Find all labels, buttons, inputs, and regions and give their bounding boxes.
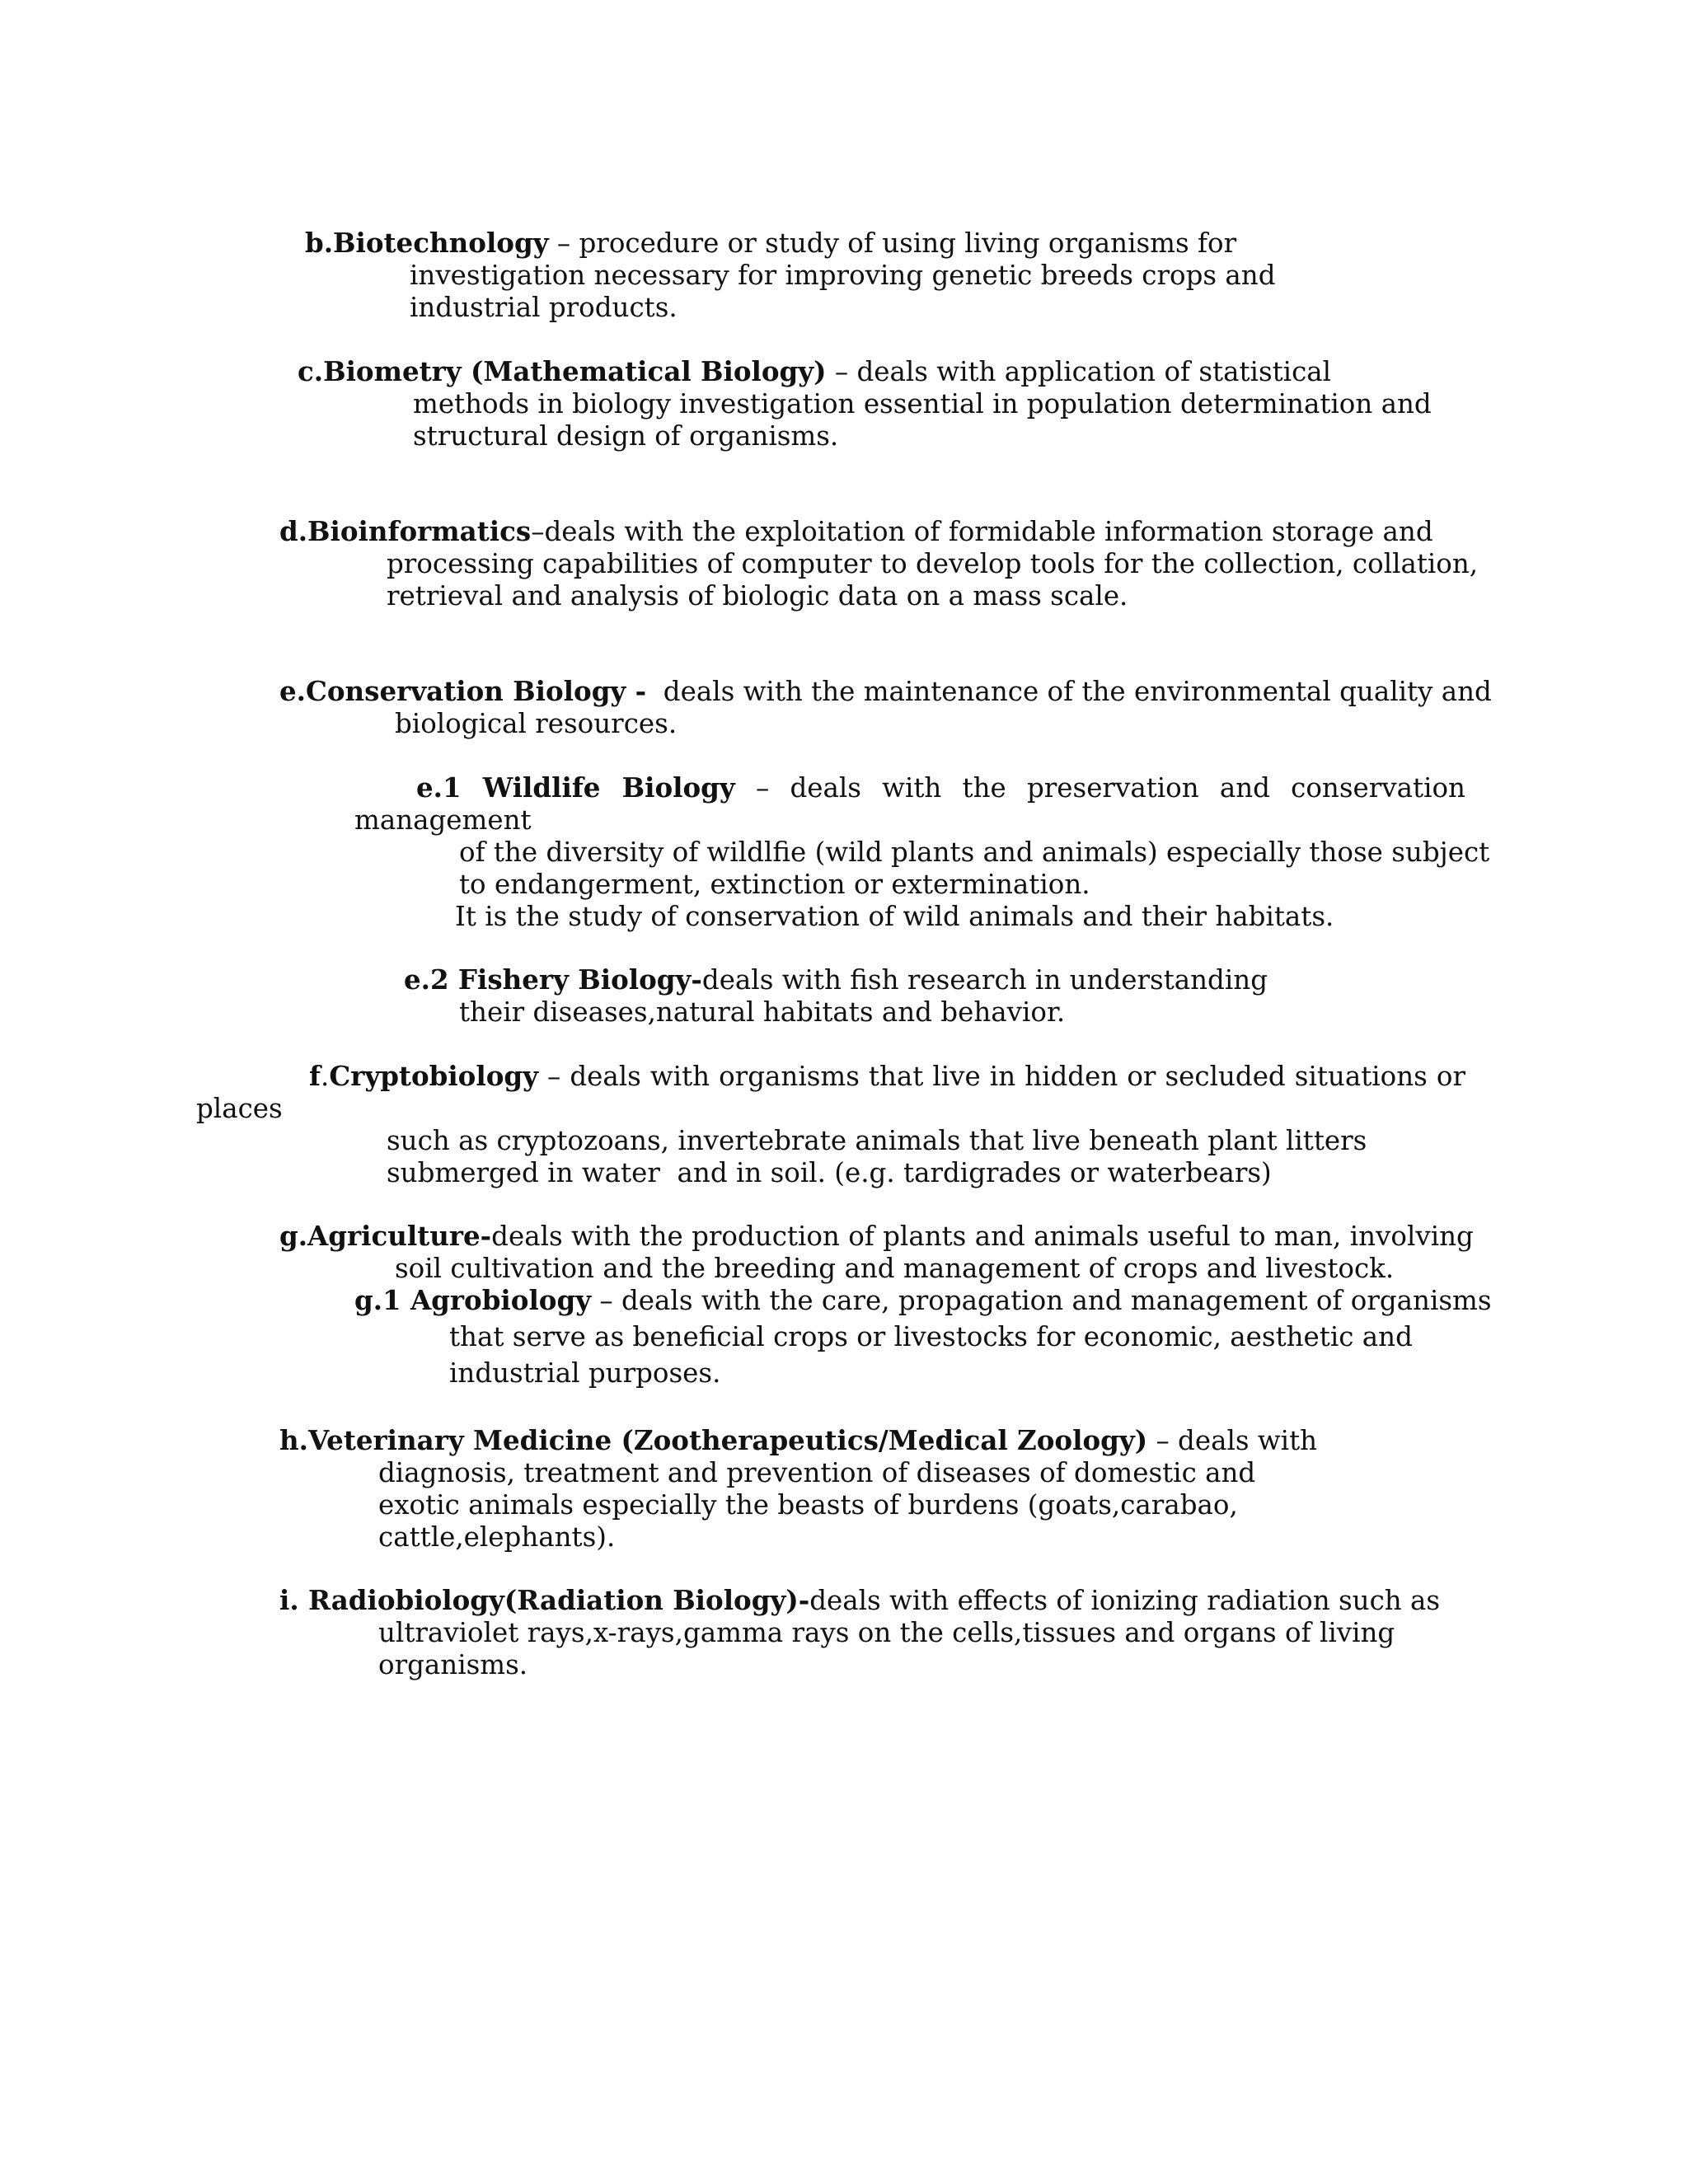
definition-text: deals with fish research in understanding <box>701 964 1268 996</box>
entry-biometry-heading <box>298 355 1331 388</box>
term-label: d.Bioinformatics <box>279 515 532 547</box>
definition-line: cattle,elephants). <box>378 1521 616 1553</box>
definition-line: of the diversity of wildlfie (wild plants and animals) especially those subject <box>459 837 1490 868</box>
term-label: e.Conservation Biology - <box>279 675 647 707</box>
definition-text: – deals with the preservation and conservation <box>734 772 1465 804</box>
definition-wrap-line: management <box>354 804 532 836</box>
definition-line: investigation necessary for improving genetic breeds crops and <box>410 260 1276 291</box>
definition-text: – procedure or study of using living organisms for <box>548 227 1237 259</box>
entry-veterinary-medicine-heading <box>279 1424 1317 1457</box>
definition-line: retrieval and analysis of biologic data on a mass scale. <box>387 580 1128 612</box>
definition-line: ultraviolet rays,x-rays,gamma rays on the cells,tissues and organs of living <box>378 1617 1395 1648</box>
definition-line: exotic animals especially the beasts of burdens (goats,carabao, <box>378 1489 1238 1521</box>
entry-bioinformatics-heading <box>279 515 1433 548</box>
definition-line: soil cultivation and the breeding and management of crops and livestock. <box>395 1253 1395 1284</box>
definition-line: submerged in water and in soil. (e.g. tardigrades or waterbears) <box>387 1157 1272 1188</box>
definition-text: deals with the maintenance of the environmental quality and <box>646 676 1492 707</box>
definition-text: –deals with the exploitation of formidable information storage and <box>531 516 1433 547</box>
entry-conservation-biology-heading <box>279 675 1492 708</box>
definition-text: – deals with <box>1147 1425 1318 1456</box>
entry-wildlife-biology-heading <box>416 771 1465 804</box>
definition-line: biological resources. <box>395 708 678 739</box>
definition-wrap-line: places <box>196 1093 283 1124</box>
definition-line: that serve as beneficial crops or livestocks for economic, aesthetic and <box>449 1321 1413 1352</box>
definition-text: deals with the production of plants and animals useful to man, involving <box>491 1221 1474 1252</box>
term-label: e.2 Fishery Biology- <box>404 963 702 996</box>
definition-line: to endangerment, extinction or extermination. <box>459 869 1090 900</box>
entry-radiobiology-heading <box>279 1584 1440 1617</box>
term-label: Cryptobiology <box>329 1060 538 1092</box>
entry-fishery-biology-heading <box>404 963 1268 996</box>
definition-line: industrial purposes. <box>449 1357 721 1389</box>
entry-agriculture-heading <box>279 1220 1474 1253</box>
definition-line: methods in biology investigation essential in population determination and <box>413 388 1432 419</box>
definition-line: It is the study of conservation of wild animals and their habitats. <box>455 901 1334 932</box>
entry-agrobiology-heading <box>354 1284 1492 1317</box>
definition-text: – deals with organisms that live in hidden or secluded situations or <box>538 1061 1465 1092</box>
definition-text: – deals with application of statistical <box>826 356 1332 387</box>
definition-line: structural design of organisms. <box>413 420 839 452</box>
definition-text: – deals with the care, propagation and management of organisms <box>591 1285 1492 1316</box>
definition-line: industrial products. <box>410 292 678 323</box>
entry-biotechnology-heading <box>305 227 1236 260</box>
definition-line: organisms. <box>378 1649 528 1680</box>
term-label: e.1 Wildlife Biology <box>416 771 735 804</box>
term-dot: . <box>320 1061 330 1092</box>
term-prefix: f <box>309 1060 321 1092</box>
definition-line: processing capabilities of computer to develop tools for the collection, collation, <box>387 548 1479 579</box>
term-label: c.Biometry (Mathematical Biology) <box>298 355 827 387</box>
entry-cryptobiology-heading <box>309 1060 1465 1093</box>
term-label: g.Agriculture- <box>279 1220 492 1252</box>
definition-line: such as cryptozoans, invertebrate animals that live beneath plant litters <box>387 1125 1367 1156</box>
term-label: g.1 Agrobiology <box>354 1284 592 1316</box>
term-label: i. Radiobiology(Radiation Biology)- <box>279 1584 810 1616</box>
definition-line: diagnosis, treatment and prevention of diseases of domestic and <box>378 1457 1256 1488</box>
definition-line: their diseases,natural habitats and behavior. <box>459 996 1066 1028</box>
term-label: b.Biotechnology <box>305 227 549 259</box>
term-label: h.Veterinary Medicine (Zootherapeutics/Medical Zoology) <box>279 1424 1148 1456</box>
definition-text: deals with effects of ionizing radiation such as <box>809 1585 1441 1616</box>
